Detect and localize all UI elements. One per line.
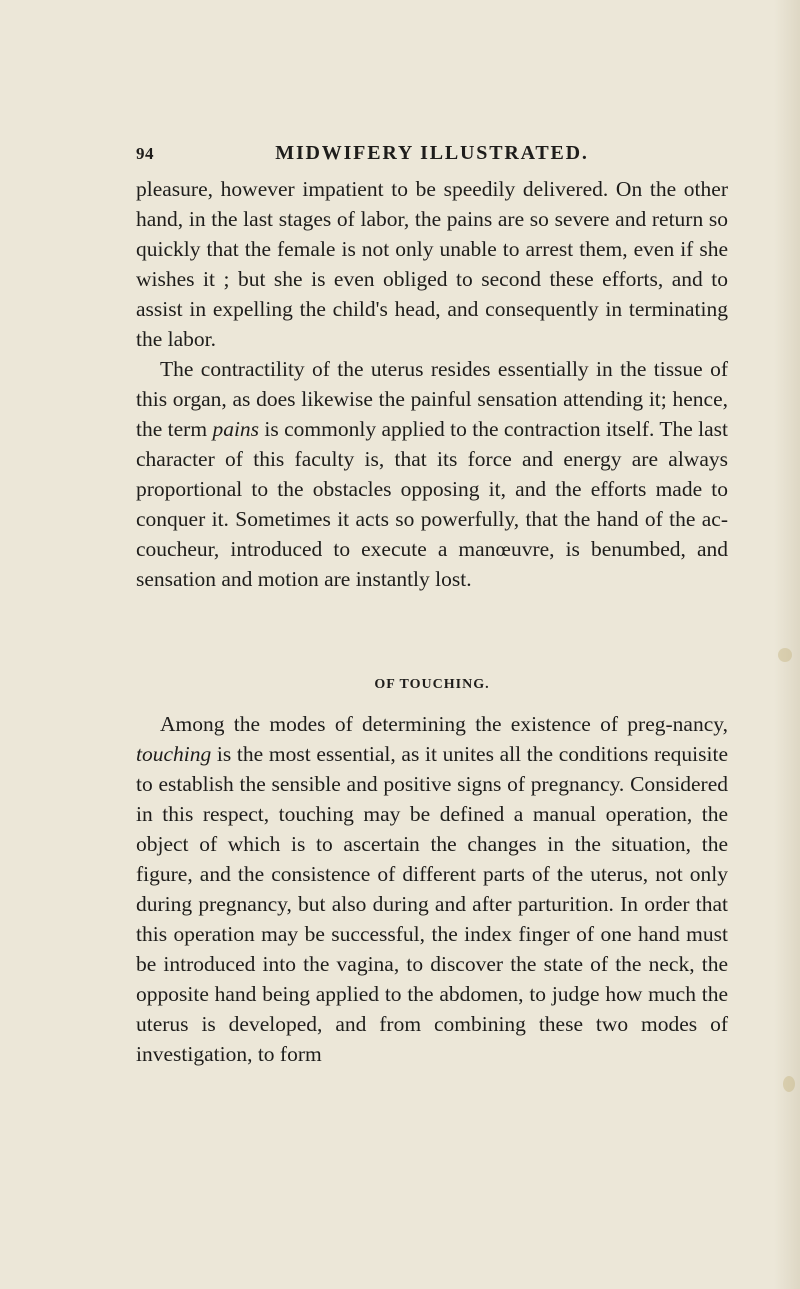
paragraph-2-text-a: The contractility of the uterus resides essentially in the tissue of this organ, as does likewise the painful sensation attending it; hence, the term: [136, 357, 728, 441]
paragraph-3-text-a: Among the modes of determining the existence of preg-nancy,: [160, 712, 728, 736]
section-heading: OF TOUCHING.: [374, 677, 490, 692]
paper-stain: [783, 1076, 795, 1092]
paragraph-3: [136, 709, 728, 1069]
paragraph-2-italic: pains: [212, 417, 260, 441]
text-block-top: [136, 174, 728, 594]
paragraph-2: [136, 354, 728, 594]
page-number: 94: [136, 144, 154, 163]
paragraph-3-italic: touching: [136, 742, 212, 766]
paragraph-1: pleasure, however impatient to be speedily delivered. On the other hand, in the last stages of labor, the pains are so severe and return so quickly that the female is not only unable to arrest them, even if she wishes it ; but she is even obliged to second these efforts, and to assist in expelling the child's head, and consequently in terminating the labor.: [136, 177, 728, 351]
running-head: MIDWIFERY ILLUSTRATED.: [275, 142, 589, 164]
paragraph-2-text-b: is commonly applied to the contraction itself. The last character of this faculty is, that its force and energy are always proportional to the obstacles opposing it, and the efforts made to conquer it. Sometimes it acts so powerfully, that the hand of the ac-coucheur, introduced to execute a manœuvre, is benumbed, and sensation and motion are instantly lost.: [136, 417, 728, 591]
page-edge-shadow: [774, 0, 800, 1289]
paragraph-3-text-b: is the most essential, as it unites all the conditions requisite to establish the sensible and positive signs of pregnancy. Considered in this respect, touching may be defined a manual operation, the object of which is to ascertain the changes in the situation, the figure, and the consistence of different parts of the uterus, not only during pregnancy, but also during and after parturition. In order that this operation may be successful, the index finger of one hand must be introduced into the vagina, to discover the state of the neck, the opposite hand being applied to the abdomen, to judge how much the uterus is developed, and from combining these two modes of investigation, to form: [136, 742, 728, 1066]
paper-stain: [778, 648, 792, 662]
page-header: [136, 140, 728, 170]
text-block-bottom: [136, 709, 728, 1069]
